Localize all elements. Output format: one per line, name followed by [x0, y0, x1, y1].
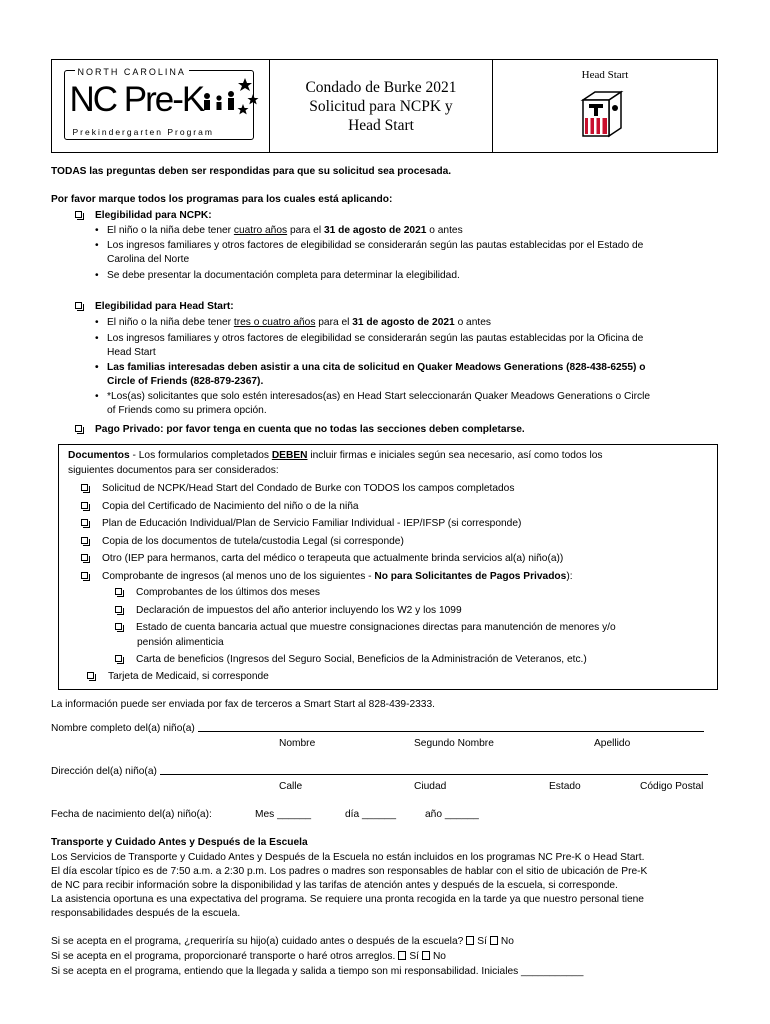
income-sub-bank-statement[interactable]: Estado de cuenta bancaria actual que muestre consignaciones directas para manutención de menores y/o — [115, 622, 616, 633]
programs-heading: Por favor marque todos los programas para los cuales está aplicando: — [51, 194, 393, 205]
logo-top-text: NORTH CAROLINA — [75, 67, 189, 77]
dob-month-field[interactable]: Mes ______ — [255, 809, 312, 820]
ncpk-option[interactable] — [75, 210, 212, 221]
child-address-line[interactable] — [160, 774, 708, 775]
hs-bullet-age: • El niño o la niña debe tener tres o cuatro años para el 31 de agosto de 2021 o antes — [107, 317, 491, 328]
hs-bullet-appointment-cont: Circle of Friends (828-879-2367). — [107, 376, 264, 387]
nc-prek-logo — [61, 68, 261, 144]
logo-bottom-text: Prekindergarten Program — [72, 127, 214, 137]
addr-street-caption: Calle — [279, 781, 303, 792]
doc-item-income[interactable]: Comprobante de ingresos (al menos uno de los siguientes - No para Solicitantes de Pagos Privados): — [81, 571, 573, 582]
question-transport: Si se acepta en el programa, proporcionaré transporte o haré otros arreglos. Sí No — [51, 951, 446, 962]
logo-cell — [52, 60, 270, 152]
income-sub-benefits-letter[interactable]: Carta de beneficios (Ingresos del Seguro Social, Beneficios de la Administración de Veteranos, etc.) — [115, 654, 587, 665]
form-title-line-2: Solicitud para NCPK y — [309, 97, 453, 115]
ncpk-bullet-income: • Los ingresos familiares y otros factores de elegibilidad se considerarán según las pautas establecidas por el Estado de — [107, 240, 643, 251]
ncpk-bullet-age: • El niño o la niña debe tener cuatro años para el 31 de agosto de 2021 o antes — [107, 225, 463, 236]
income-checkbox[interactable] — [115, 655, 122, 662]
doc-item-application[interactable]: Solicitud de NCPK/Head Start del Condado de Burke con TODOS los campos completados — [81, 483, 514, 494]
head-start-label-text: Elegibilidad para Head Start: — [95, 301, 234, 312]
head-start-cell — [493, 60, 717, 152]
head-start-blocks-icon — [579, 88, 625, 140]
income-sub-paystubs[interactable]: Comprobantes de los últimos dos meses — [115, 587, 320, 598]
addr-state-caption: Estado — [549, 781, 581, 792]
hs-bullet-first-choice-cont: of Friends como su primera opción. — [107, 405, 267, 416]
transport-line: Los Servicios de Transporte y Cuidado Antes y Después de la Escuela no están incluidos en los programas NC Pre-K o Head Start. — [51, 852, 645, 863]
form-title-line-3: Head Start — [348, 116, 414, 134]
doc-item-birth-certificate[interactable]: Copia del Certificado de Nacimiento del niño o de la niña — [81, 501, 359, 512]
logo-main-text: NC Pre-K — [69, 80, 204, 119]
documents-intro: Documentos - Los formularios completados DEBEN incluir firmas e iniciales según sea necesario, así como todos los — [68, 450, 603, 461]
income-sub-tax-return[interactable]: Declaración de impuestos del año anterior incluyendo los W2 y los 1099 — [115, 605, 462, 616]
doc-checkbox[interactable] — [81, 572, 88, 579]
q1-no-checkbox[interactable] — [490, 936, 498, 945]
doc-checkbox[interactable] — [81, 537, 88, 544]
transport-line: El día escolar típico es de 7:50 a.m. a 2:30 p.m. Los padres o madres son responsables de hablar con el sitio de ubicación de Pre-K — [51, 866, 648, 877]
fax-note: La información puede ser enviada por fax de terceros a Smart Start al 828-439-2333. — [51, 699, 435, 710]
private-pay-checkbox[interactable] — [75, 425, 82, 432]
income-sub-bank-statement-cont: pensión alimenticia — [137, 637, 224, 648]
addr-city-caption: Ciudad — [414, 781, 447, 792]
private-pay-label: Pago Privado: por favor tenga en cuenta que no todas las secciones deben completarse. — [95, 424, 525, 435]
ncpk-checkbox[interactable] — [75, 211, 82, 218]
doc-item-medicaid[interactable]: Tarjeta de Medicaid, si corresponde — [87, 671, 269, 682]
form-title-cell — [270, 60, 493, 152]
hs-bullet-income: • Los ingresos familiares y otros factores de elegibilidad se considerarán según las pautas establecidas por la Oficina de — [107, 333, 643, 344]
doc-checkbox[interactable] — [81, 519, 88, 526]
all-questions-required: TODAS las preguntas deben ser respondidas para que su solicitud sea procesada. — [51, 166, 452, 177]
doc-item-custody[interactable]: Copia de los documentos de tutela/custodia Legal (si corresponde) — [81, 536, 404, 547]
transport-heading: Transporte y Cuidado Antes y Después de la Escuela — [51, 837, 308, 848]
child-name-line[interactable] — [198, 731, 704, 732]
documents-intro-cont: siguientes documentos para ser considerados: — [68, 465, 279, 476]
children-stars-icon — [197, 74, 261, 126]
ncpk-label: Elegibilidad para NCPK: — [95, 210, 212, 221]
transport-line: La asistencia oportuna es una expectativa del programa. Se requiere una pronta recogida en la tarde ya que nuestro personal tiene — [51, 894, 644, 905]
income-checkbox[interactable] — [115, 606, 122, 613]
income-checkbox[interactable] — [115, 588, 122, 595]
head-start-checkbox[interactable] — [75, 302, 82, 309]
hs-bullet-income-cont: Head Start — [107, 347, 156, 358]
form-title-line-1: Condado de Burke 2021 — [305, 78, 457, 96]
doc-item-other[interactable]: Otro (IEP para hermanos, carta del médico o terapeuta que actualmente brinda servicios al(a) niño(a)) — [81, 553, 563, 564]
addr-zip-caption: Código Postal — [640, 781, 704, 792]
transport-line: de NC para recibir información sobre la disponibilidad y las tarifas de atención antes y después de la escuela, si corresponde. — [51, 880, 618, 891]
child-name-field[interactable]: Nombre completo del(a) niño(a) — [51, 723, 704, 734]
question-on-time-initials[interactable]: Si se acepta en el programa, entiendo que la llegada y salida a tiempo son mi responsabilidad. Iniciales ___________ — [51, 966, 584, 977]
q1-yes-checkbox[interactable] — [466, 936, 474, 945]
q2-no-checkbox[interactable] — [422, 951, 430, 960]
dob-day-field[interactable]: día ______ — [345, 809, 396, 820]
head-start-label: Head Start — [581, 69, 629, 81]
ncpk-bullet-income-cont: Carolina del Norte — [107, 254, 190, 265]
name-last-caption: Apellido — [594, 738, 631, 749]
name-middle-caption: Segundo Nombre — [414, 738, 494, 749]
hs-bullet-appointment: • Las familias interesadas deben asistir a una cita de solicitud en Quaker Meadows Generations (828-438-6255) o — [107, 362, 645, 373]
doc-checkbox[interactable] — [81, 502, 88, 509]
income-checkbox[interactable] — [115, 623, 122, 630]
head-start-option[interactable] — [75, 301, 234, 312]
doc-checkbox[interactable] — [81, 554, 88, 561]
private-pay-option[interactable] — [75, 424, 525, 435]
dob-label: Fecha de nacimiento del(a) niño(a): — [51, 809, 212, 820]
question-before-after-care: Si se acepta en el programa, ¿requeriría su hijo(a) cuidado antes o después de la escuela? Sí No — [51, 936, 514, 947]
name-first-caption: Nombre — [279, 738, 316, 749]
child-address-field[interactable]: Dirección del(a) niño(a) — [51, 766, 708, 777]
header-table — [51, 59, 718, 153]
doc-checkbox[interactable] — [87, 672, 94, 679]
ncpk-bullet-docs: • Se debe presentar la documentación completa para determinar la elegibilidad. — [107, 270, 460, 281]
hs-bullet-first-choice: • *Los(as) solicitantes que solo estén interesados(as) en Head Start seleccionarán Quaker Meadows Generations o Circle — [107, 391, 650, 402]
transport-line: responsabilidades después de la escuela. — [51, 908, 241, 919]
doc-item-iep-ifsp[interactable]: Plan de Educación Individual/Plan de Servicio Familiar Individual - IEP/IFSP (si corresponde) — [81, 518, 521, 529]
doc-checkbox[interactable] — [81, 484, 88, 491]
q2-yes-checkbox[interactable] — [398, 951, 406, 960]
dob-year-field[interactable]: año ______ — [425, 809, 479, 820]
